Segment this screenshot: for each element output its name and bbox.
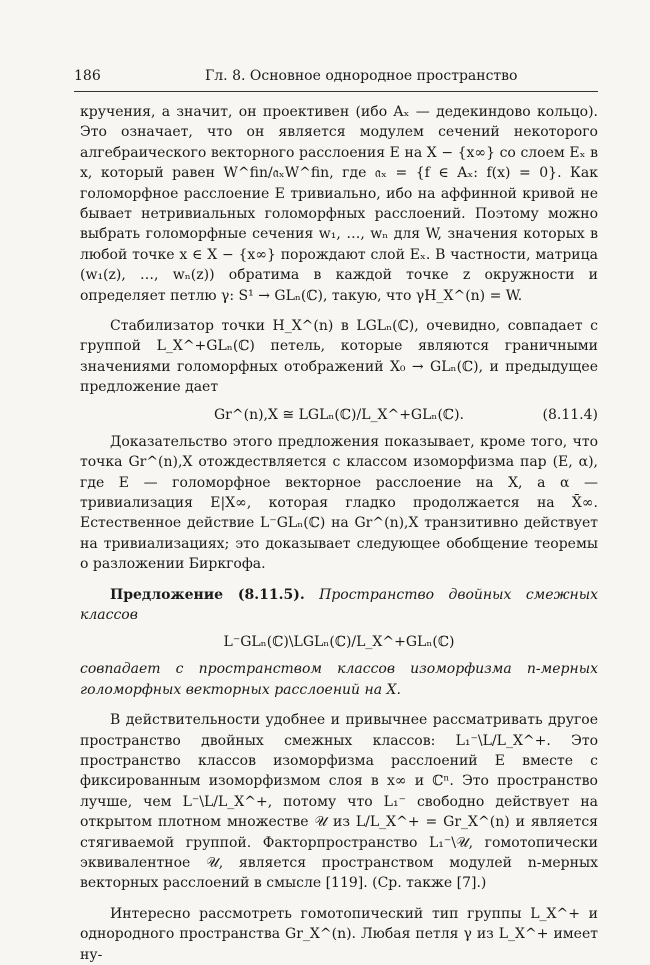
running-title: Гл. 8. Основное однородное пространство bbox=[205, 68, 518, 84]
proposition-statement bbox=[80, 585, 598, 626]
display-equation bbox=[80, 402, 598, 428]
paragraph: В действительности удобнее и привычнее рассматривать другое пространство двойных смежных классов: L₁⁻\L/L_X^+. Это пространство классов изоморфизма расслоений E вместе с фиксированным изоморфизмом слоя в x∞ и ℂⁿ. Это пространство лучше, чем L⁻\L/L_X^+, потому что L₁⁻ свободно действует на открытом плотном множестве 𝒰 из L/L_X^+ = Gr_X^(n) и является стягиваемой группой. Факторпространство L₁⁻\𝒰, гомотопически эквивалентное 𝒰, является пространством модулей n-мерных векторных расслоений в смысле [119]. (Ср. также [7].) bbox=[80, 712, 598, 892]
proposition-lead: Пространство двойных смежных классов bbox=[80, 586, 599, 623]
running-header bbox=[74, 66, 598, 86]
proposition-conclusion: совпадает с пространством классов изоморфизма n-мерных голоморфных векторных расслоений на X. bbox=[80, 661, 598, 698]
proposition-label: Предложение (8.11.5). bbox=[110, 586, 305, 603]
paragraph: Доказательство этого предложения показывает, кроме того, что точка Gr^(n),X отождествляется с классом изоморфизма пар (E, α), где E — голоморфное векторное расслоение на X, а α — тривиализация E|X∞, которая гладко продолжается на X̄∞. Естественное действие L⁻GLₙ(ℂ) на Gr^(n),X транзитивно действует на тривиализациях; это доказывает следующее обобщение теоремы о разложении Биркгофа. bbox=[80, 433, 598, 573]
equation-expression: Gr^(n),X ≅ LGLₙ(ℂ)/L_X^+GLₙ(ℂ). bbox=[214, 406, 464, 423]
paragraph: Стабилизатор точки H_X^(n) в LGLₙ(ℂ), очевидно, совпадает с группой L_X^+GLₙ(ℂ) петель, которые являются граничными значениями голоморфных отображений X₀ → GLₙ(ℂ), и предыдущее предложение дает bbox=[80, 318, 598, 396]
header-rule bbox=[74, 91, 598, 92]
paragraph: Интересно рассмотреть гомотопический тип группы L_X^+ и однородного пространства Gr_X^(n). Любая петля γ из L_X^+ имеет ну- bbox=[80, 905, 598, 963]
proposition-formula: L⁻GLₙ(ℂ)\LGLₙ(ℂ)/L_X^+GLₙ(ℂ) bbox=[223, 634, 455, 651]
paragraph: кручения, а значит, он проективен (ибо Aₓ — дедекиндово кольцо). Это означает, что он является модулем сечений некоторого алгебраического векторного расслоения E на X − {x∞} со слоем Eₓ в x, который равен W^fin/𝔞ₓW^fin, где 𝔞ₓ = {f ∈ Aₓ: f(x) = 0}. Как голоморфное расслоение E тривиально, ибо на аффинной кривой не бывает нетривиальных голоморфных расслоений. Поэтому можно выбрать голоморфные сечения w₁, …, wₙ для W, значения которых в любой точке x ∈ X − {x∞} порождают слой Eₓ. В частности, матрица (w₁(z), …, wₙ(z)) обратима в каждой точке z окружности и определяет петлю γ: S¹ → GLₙ(ℂ), такую, что γH_X^(n) = W. bbox=[80, 104, 598, 304]
equation-number: (8.11.4) bbox=[542, 406, 598, 423]
page-number: 186 bbox=[74, 68, 101, 84]
body-text bbox=[80, 102, 598, 965]
